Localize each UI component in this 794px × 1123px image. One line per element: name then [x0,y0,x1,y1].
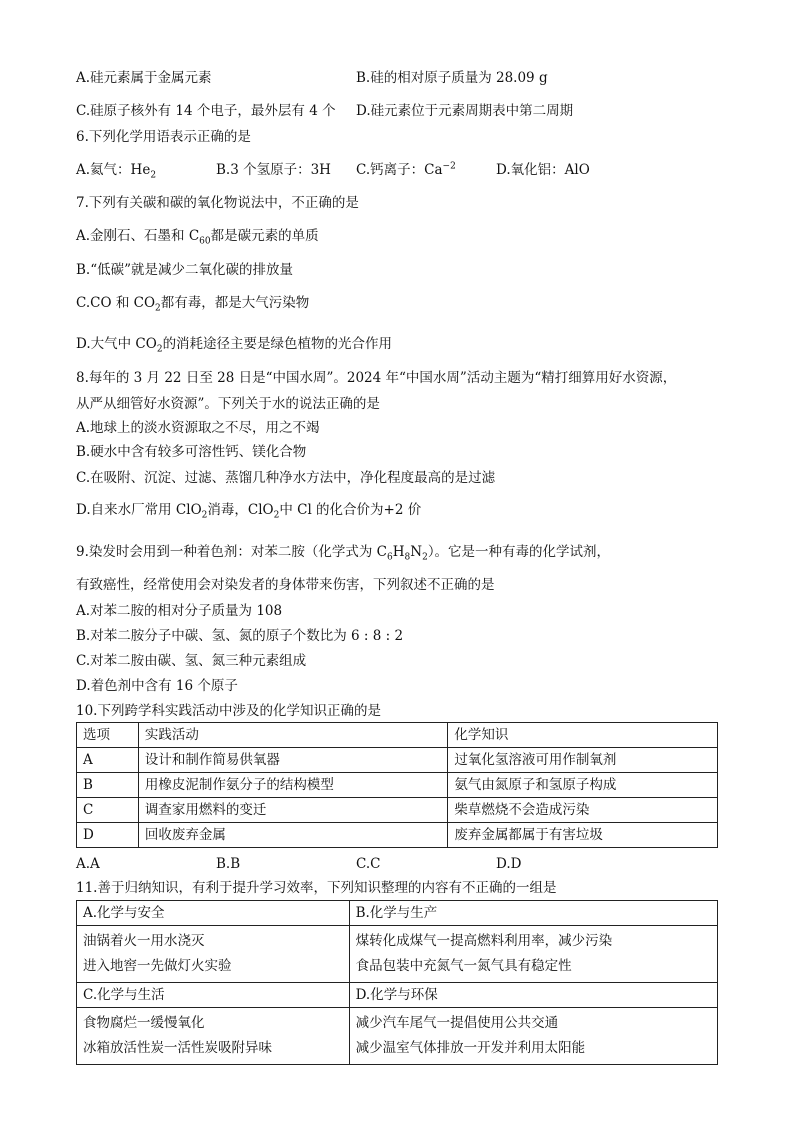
q11-stem: 11.善于归纳知识，有利于提升学习效率，下列知识整理的内容有不正确的一组是 [76,880,557,896]
list-item: 食品包装中充氮气一氮气具有稳定性 [355,958,572,974]
table-cell: 柴草燃烧不会造成污染 [448,798,718,823]
group-d-content [349,1008,717,1065]
q10-answer-c: C.C [356,856,381,872]
q5-option-d: D.硅元素位于元素周期表中第二周期 [356,103,574,119]
q5-option-c: C.硅原子核外有 14 个电子，最外层有 4 个 [76,103,336,119]
group-a-heading: A.化学与安全 [77,901,350,926]
q7-option-a: A.金刚石、石墨和 $C_{60}$都是碳元素的单质 [76,228,319,247]
q8-option-b: B.硬水中含有较多可溶性钙、镁化合物 [76,444,307,460]
q8-option-d: D.自来水厂常用 ClO$_2$消毒，ClO$_2$中 Cl 的化合价为+2 价 [76,502,422,521]
q8-stem-line1: 8.每年的 3 月 22 日至 28 日是“中国水周”。2024 年“中国水周”活动主题为“精打细算用好水资源， [76,370,677,386]
table-row [77,773,718,798]
table-row [77,983,718,1008]
q6-option-a: A.氦气：$He_2$ [76,162,157,181]
table-cell: 废弃金属都属于有害垃圾 [448,823,718,848]
table-cell: 用橡皮泥制作氨分子的结构模型 [138,773,448,798]
q10-answer-a: A.A [76,856,100,872]
group-b-heading: B.化学与生产 [349,901,717,926]
q7-option-d: D.大气中 $CO_2$的消耗途径主要是绿色植物的光合作用 [76,336,393,355]
q6-stem: 6.下列化学用语表示正确的是 [76,129,251,145]
list-item: 食物腐烂一缓慢氧化 [83,1015,205,1031]
q6-option-c: C.钙离子：$Ca^{-2}$ [356,161,456,178]
q7-option-b: B.“低碳”就是减少二氧化碳的排放量 [76,262,294,278]
q10-answer-b: B.B [216,856,241,872]
q6-option-d: D.氧化铝：AlO [496,162,590,178]
list-item: 油锅着火一用水浇灭 [83,933,205,949]
q10-table [76,722,718,848]
table-row [77,926,718,983]
table-cell: 过氧化氢溶液可用作制氧剂 [448,748,718,773]
group-d-heading: D.化学与环保 [349,983,717,1008]
table-row [77,823,718,848]
table-cell: 回收废弃金属 [138,823,448,848]
q9-option-a: A.对苯二胺的相对分子质量为 108 [76,603,283,619]
group-a-content [77,926,350,983]
q6-option-b: B.3 个氢原子：3H [216,162,331,178]
q5-option-b: B.硅的相对原子质量为 28.09 g [356,70,548,86]
q8-option-a: A.地球上的淡水资源取之不尽，用之不竭 [76,420,320,436]
table-header-cell: 选项 [77,723,139,748]
table-header-cell: 实践活动 [138,723,448,748]
q9-option-d: D.着色剂中含有 16 个原子 [76,678,238,694]
list-item: 进入地窖一先做灯火实验 [83,958,232,974]
q9-stem-line1: 9.染发时会用到一种着色剂：对苯二胺（化学式为 $C_6H_8N_2$）。它是一种有毒的化学试剂， [76,544,611,563]
table-row [77,901,718,926]
q11-table [76,900,718,1065]
list-item: 减少汽车尾气一提倡使用公共交通 [355,1015,559,1031]
table-row [77,748,718,773]
q10-answer-d: D.D [496,856,522,872]
table-cell: A [77,748,139,773]
group-b-content [349,926,717,983]
list-item: 煤转化成煤气一提高燃料利用率，减少污染 [355,933,613,949]
group-c-content [77,1008,350,1065]
table-header-cell: 化学知识 [448,723,718,748]
q9-stem-line2: 有致癌性，经常使用会对染发者的身体带来伤害，下列叙述不正确的是 [76,577,495,593]
table-cell: B [77,773,139,798]
q9-option-b: B.对苯二胺分子中碳、氢、氮的原子个数比为 6 : 8 : 2 [76,628,404,644]
q7-option-c: C.CO 和 $CO_2$都有毒，都是大气污染物 [76,295,310,314]
q7-stem: 7.下列有关碳和碳的氧化物说法中，不正确的是 [76,195,359,211]
table-row [77,1008,718,1065]
q5-option-a: A.硅元素属于金属元素 [76,70,212,86]
group-c-heading: C.化学与生活 [77,983,350,1008]
table-cell: C [77,798,139,823]
q8-stem-line2: 从严从细管好水资源”。下列关于水的说法正确的是 [76,396,380,412]
table-cell: 设计和制作简易供氧器 [138,748,448,773]
table-header-row [77,723,718,748]
table-cell: D [77,823,139,848]
table-cell: 氨气由氮原子和氢原子构成 [448,773,718,798]
table-row [77,798,718,823]
q8-option-c: C.在吸附、沉淀、过滤、蒸馏几种净水方法中，净化程度最高的是过滤 [76,470,496,486]
q10-stem: 10.下列跨学科实践活动中涉及的化学知识正确的是 [76,703,381,719]
list-item: 减少温室气体排放一开发并利用太阳能 [355,1040,586,1056]
q9-option-c: C.对苯二胺由碳、氢、氮三种元素组成 [76,653,307,669]
table-cell: 调查家用燃料的变迁 [138,798,448,823]
list-item: 冰箱放活性炭一活性炭吸附异味 [83,1040,272,1056]
